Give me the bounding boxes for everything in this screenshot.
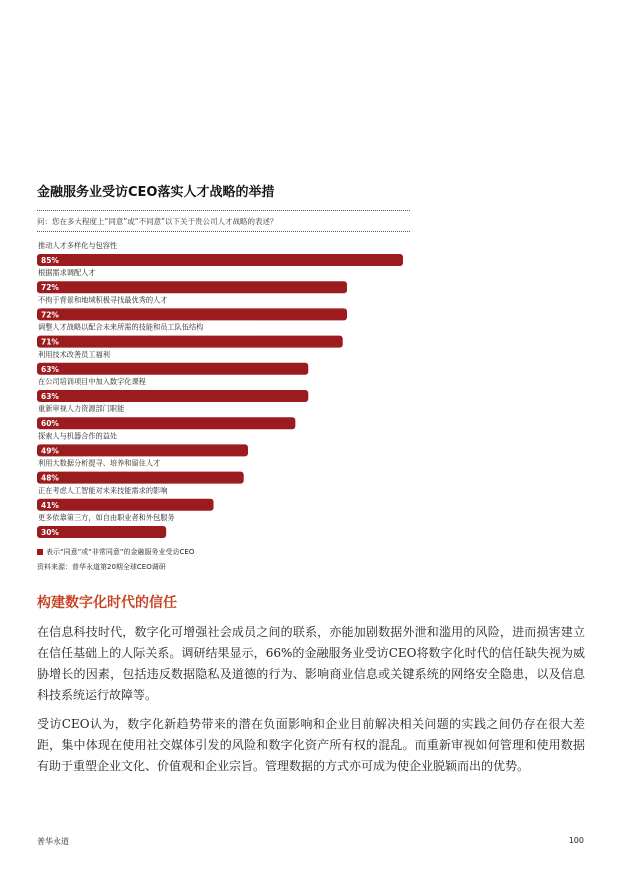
value-label: 60% bbox=[41, 419, 59, 429]
survey-question: 问：您在多大程度上“同意”或“不同意”以下关于贵公司人才战略的表述？ bbox=[37, 217, 278, 226]
value-label: 49% bbox=[41, 446, 59, 456]
category-label: 正在考虑人工智能对未来技能需求的影响 bbox=[38, 485, 168, 495]
category-label: 调整人才战略以配合未来所需的技能和员工队伍结构 bbox=[38, 322, 204, 332]
source-note: 资料来源：普华永道第20期全球CEO调研 bbox=[37, 563, 166, 571]
category-label: 不拘于背景和地域积极寻找最优秀的人才 bbox=[38, 295, 168, 305]
value-label: 85% bbox=[41, 256, 59, 265]
bar bbox=[37, 390, 308, 402]
value-label: 72% bbox=[41, 283, 59, 293]
bar bbox=[37, 363, 308, 375]
bar bbox=[37, 444, 248, 456]
value-label: 48% bbox=[41, 473, 59, 483]
value-label: 63% bbox=[41, 392, 59, 401]
bar bbox=[37, 308, 347, 320]
page-number: 100 bbox=[568, 836, 584, 845]
category-label: 根据需求调配人才 bbox=[38, 268, 96, 278]
value-label: 72% bbox=[41, 310, 59, 320]
divider bbox=[37, 210, 410, 211]
paragraph: 在信息科技时代，数字化可增强社会成员之间的联系，亦能加剧数据外泄和滥用的风险，进而损害建立在信任基础上的人际关系。调研结果显示，66%的金融服务业受访CEO将数字化时代的信任缺失视为威胁增长的因素，包括违反数据隐私及道德的行为、影响商业信息或关键系统的网络安全隐患，以及信息科技系统运行故障等。 bbox=[37, 625, 585, 702]
section-heading: 构建数字化时代的信任 bbox=[37, 595, 177, 611]
bar-chart bbox=[37, 238, 417, 542]
category-label: 在公司培训项目中加入数字化课程 bbox=[38, 377, 146, 386]
legend-swatch bbox=[37, 549, 43, 555]
divider bbox=[37, 231, 410, 232]
value-label: 63% bbox=[41, 364, 59, 374]
bar bbox=[37, 254, 403, 266]
paragraph: 受访CEO认为，数字化新趋势带来的潜在负面影响和企业目前解决相关问题的实践之间仍存在很大差距，集中体现在使用社交媒体引发的风险和数字化资产所有权的混乱。而重新审视如何管理和使用数据有助于重塑企业文化、价值观和企业宗旨。管理数据的方式亦可成为使企业脱颖而出的优势。 bbox=[37, 717, 585, 773]
bar bbox=[37, 472, 244, 484]
category-label: 探索人与机器合作的益处 bbox=[38, 431, 118, 441]
category-label: 推动人才多样化与包容性 bbox=[38, 241, 118, 250]
legend bbox=[37, 547, 194, 557]
value-label: 30% bbox=[41, 528, 59, 537]
category-label: 更多依靠第三方，如自由职业者和外包服务 bbox=[38, 513, 175, 522]
value-label: 41% bbox=[41, 500, 59, 510]
legend-label: 表示“同意”或“非常同意”的金融服务业受访CEO bbox=[46, 548, 195, 556]
bar bbox=[37, 499, 214, 511]
bar bbox=[37, 417, 295, 429]
bar bbox=[37, 336, 343, 348]
category-label: 利用技术改善员工福利 bbox=[38, 349, 110, 359]
value-label: 71% bbox=[41, 337, 59, 347]
chart-title: 金融服务业受访CEO落实人才战略的举措 bbox=[37, 185, 275, 200]
bar bbox=[37, 281, 347, 293]
footer-brand: 普华永道 bbox=[37, 837, 69, 846]
category-label: 利用大数据分析提寻、培养和留住人才 bbox=[38, 458, 161, 468]
category-label: 重新审视人力资源部门职能 bbox=[38, 404, 125, 414]
